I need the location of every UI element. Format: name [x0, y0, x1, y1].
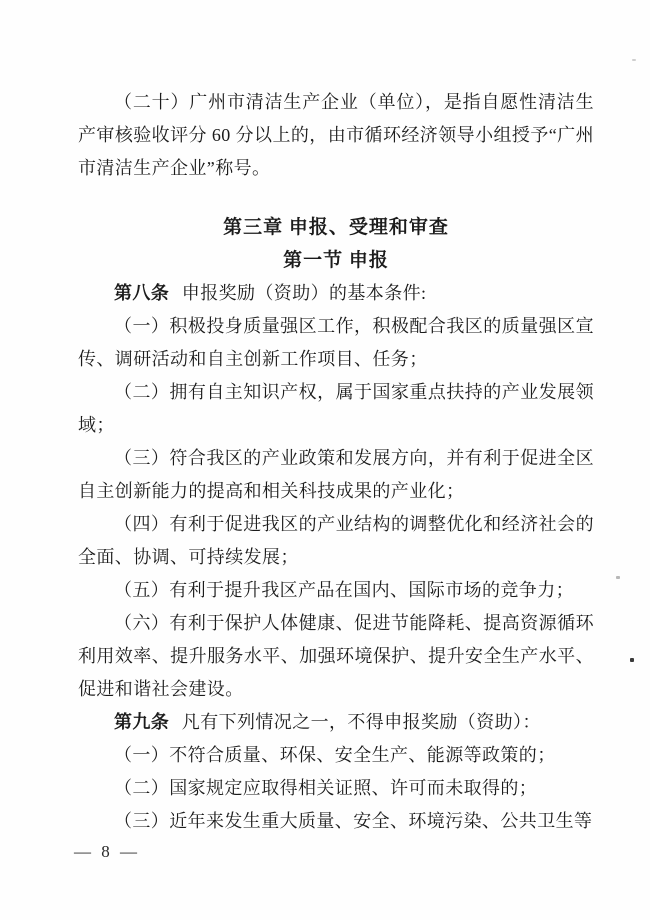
chapter-heading: 第三章 申报、受理和审查 — [223, 217, 449, 238]
article-8-lead — [78, 277, 594, 310]
article-9-label: 第九条 — [114, 712, 170, 732]
article-8-item-3: （三）符合我区的产业政策和发展方向，并有利于促进全区自主创新能力的提高和相关科技成果的产业化； — [78, 448, 594, 501]
scan-artifact-speck — [632, 59, 636, 61]
scan-artifact-speck — [616, 576, 620, 579]
scan-artifact-speck — [630, 658, 634, 662]
article-9-lead-text: 凡有下列情况之一，不得申报奖励（资助）： — [181, 712, 541, 732]
article-8-item-4: （四）有利于促进我区的产业结构的调整优化和经济社会的全面、协调、可持续发展； — [78, 514, 594, 567]
article-8-label: 第八条 — [114, 283, 170, 303]
article-8-item-5: （五）有利于提升我区产品在国内、国际市场的竞争力； — [114, 580, 574, 600]
article-8-item-2: （二）拥有自主知识产权，属于国家重点扶持的产业发展领域； — [78, 382, 594, 435]
intro-paragraph: （二十）广州市清洁生产企业（单位），是指自愿性清洁生产审核验收评分 60 分以上的，由市循环经济领导小组授予“广州市清洁生产企业”称号。 — [78, 92, 594, 178]
article-9-item-3: （三）近年来发生重大质量、安全、环境污染、公共卫生等 — [114, 811, 593, 831]
document-body — [78, 86, 594, 838]
article-8-item-6: （六）有利于保护人体健康、促进节能降耗、提高资源循环利用效率、提升服务水平、加强环境保护、提升安全生产水平、促进和谐社会建设。 — [78, 613, 594, 699]
section-heading: 第一节 申报 — [283, 250, 389, 271]
article-9-lead — [78, 706, 594, 739]
article-9-item-1: （一）不符合质量、环保、安全生产、能源等政策的； — [114, 745, 556, 765]
page-number: — 8 — — [74, 842, 140, 861]
article-9-item-2: （二）国家规定应取得相关证照、许可而未取得的； — [114, 778, 538, 798]
article-8-item-1: （一）积极投身质量强区工作，积极配合我区的质量强区宣传、调研活动和自主创新工作项目、任务； — [78, 316, 594, 369]
article-8-lead-text: 申报奖励（资助）的基本条件: — [181, 283, 427, 303]
